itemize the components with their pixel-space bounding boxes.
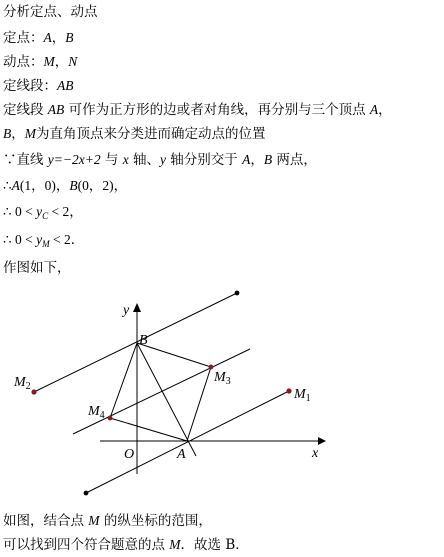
point-m4-marker [108, 416, 113, 421]
m1-letter: M [294, 387, 306, 402]
line-2 [3, 30, 74, 46]
point-m-label: M [43, 54, 55, 69]
segment-ab-label: AB [47, 102, 65, 117]
line-9 [3, 204, 83, 224]
moving-points-label: 动点： [3, 54, 44, 70]
heading-text: 分析定点、动点 [3, 4, 98, 20]
line-equation: y=−2x+2 [47, 152, 101, 167]
point-a-label: A [242, 152, 251, 167]
segment-m4-a [110, 418, 187, 441]
point-m1-label [293, 387, 311, 404]
line-13 [3, 537, 249, 553]
text-span: ∵直线 [3, 152, 48, 168]
point-a-label: A [11, 178, 20, 193]
point-m2-label [13, 375, 31, 392]
line-5 [3, 102, 392, 118]
text-span: 的纵坐标的范围， [99, 513, 212, 529]
endpoint-bottom-marker [84, 491, 89, 496]
separator: ， [51, 30, 66, 46]
point-b-label: B [263, 152, 273, 167]
point-m1-marker [286, 388, 291, 393]
segment-m3-a [187, 367, 211, 441]
answer-text: ．故选 B． [180, 537, 249, 553]
endpoint-top-marker [235, 291, 240, 296]
inequality-left: ∴ 0 < [3, 232, 37, 247]
x-axis-arrow [318, 437, 326, 445]
line-12 [3, 513, 212, 529]
point-b-label: B [139, 333, 148, 348]
point-m3-marker [209, 365, 214, 370]
segment-b-m4 [110, 343, 137, 418]
y-axis-arrow [133, 303, 141, 312]
fixed-points-label: 定点： [3, 30, 44, 46]
m4-subscript: 4 [99, 410, 105, 421]
y-var: y [36, 204, 43, 219]
subscript-m: M [42, 239, 50, 249]
point-m-label: M [88, 513, 100, 528]
point-a-coord: (1，0)， [19, 178, 70, 193]
point-m3-label [213, 370, 231, 387]
point-m2-marker [31, 389, 36, 394]
text-span: 与 [100, 152, 123, 168]
line-6 [3, 126, 266, 142]
line-4 [3, 78, 74, 94]
m3-subscript: 3 [225, 376, 231, 387]
text-span: 定线段 [3, 102, 48, 118]
m2-letter: M [14, 375, 26, 390]
origin-label: O [124, 447, 135, 462]
point-a-label: A [177, 447, 186, 462]
point-a-label: A [43, 30, 52, 45]
point-a-label: A [369, 102, 379, 117]
inequality-right: < 2． [49, 232, 85, 247]
line-1 [3, 4, 98, 20]
separator: ， [378, 102, 392, 118]
text-span: 可以找到四个符合题意的点 [3, 537, 170, 553]
line-10 [3, 232, 84, 252]
point-b-label: B [3, 126, 12, 141]
line-11 [3, 260, 71, 276]
text-span: 可作为正方形的边或者对角线，再分别与三个顶点 [64, 102, 370, 118]
x-axis-label: x [312, 446, 319, 461]
y-axis-label: y [123, 303, 130, 318]
point-b-label: B [69, 178, 78, 193]
figure-intro: 作图如下， [3, 260, 71, 276]
point-n-label: N [68, 54, 78, 69]
text-span: 两点， [272, 152, 317, 168]
y-var: y [36, 232, 43, 247]
separator: ， [250, 152, 264, 168]
fixed-segment-label: 定线段： [3, 78, 57, 94]
separator: ， [11, 126, 25, 142]
line-3 [3, 54, 77, 70]
m4-letter: M [88, 404, 100, 419]
m1-subscript: 1 [305, 393, 311, 404]
segment-ab-label: AB [57, 78, 74, 93]
therefore-symbol: ∴ [3, 178, 12, 194]
inequality-left: ∴ 0 < [3, 204, 37, 219]
inequality-right: < 2， [48, 204, 83, 219]
text-span: 为直角顶点来分类进而确定动点的位置 [36, 126, 266, 142]
y-var: y [160, 152, 167, 167]
text-span: 轴、 [128, 152, 161, 168]
line-7 [3, 152, 317, 168]
m2-subscript: 2 [25, 381, 31, 392]
separator: ， [54, 54, 69, 70]
text-span: 如图，结合点 [3, 513, 89, 529]
geometry-figure [0, 288, 340, 503]
text-span: 轴分别交于 [166, 152, 243, 168]
parallel-line-a [86, 391, 289, 493]
parallel-line-mid [73, 349, 250, 434]
point-b-label: B [65, 30, 74, 45]
point-m-label: M [169, 537, 181, 552]
point-m-label: M [24, 126, 36, 141]
line-8 [3, 178, 127, 194]
point-m4-label [87, 404, 105, 421]
point-b-coord: (0，2)， [77, 178, 128, 193]
x-var: x [122, 152, 129, 167]
m3-letter: M [214, 370, 226, 385]
subscript-c: C [42, 211, 49, 221]
